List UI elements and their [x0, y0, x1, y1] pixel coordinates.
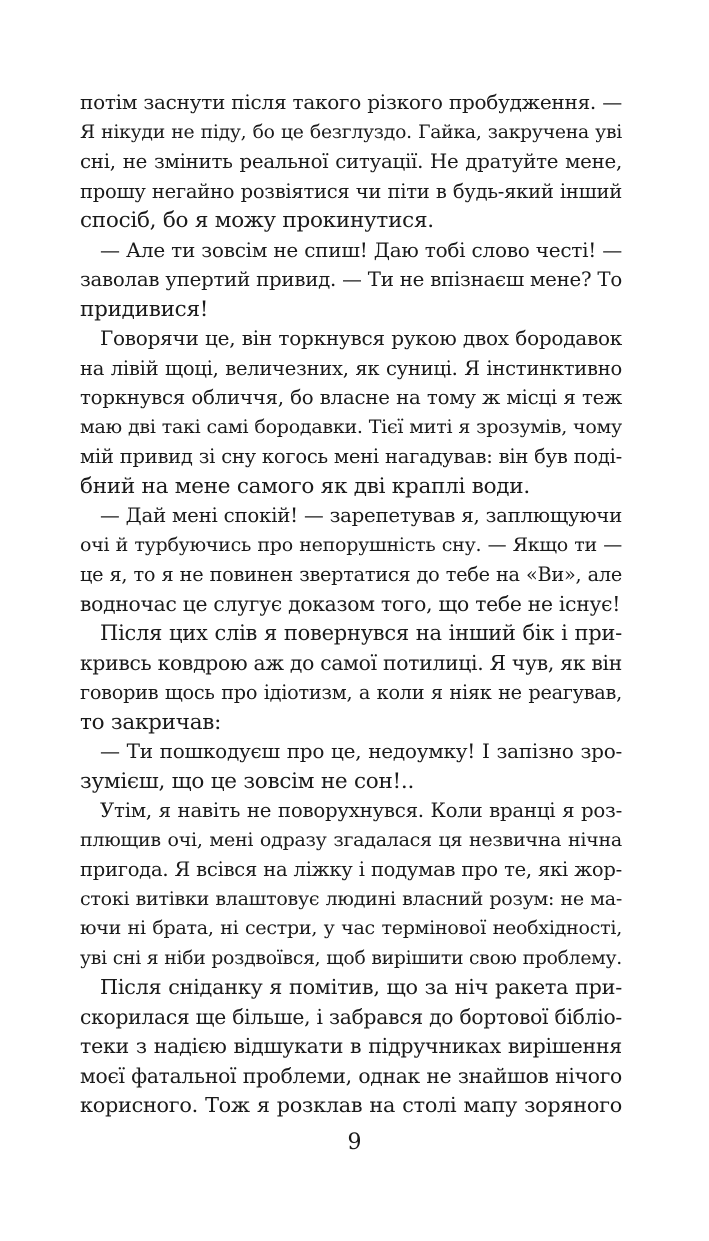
text-line: уві сні я ніби роздвоївся, щоб вирішити свою проблему. [80, 947, 622, 969]
text-line: Після сніданку я помітив, що за ніч ракета при- [100, 975, 622, 999]
text-line: Говорячи це, він торкнувся рукою двох бородавок [100, 326, 622, 350]
text-line: прошу негайно розвіятися чи піти в будь-який інший [80, 179, 622, 203]
text-line: придивися! [80, 296, 209, 322]
text-line: моєї фатальної проблеми, однак не знайшов нічого [80, 1063, 622, 1088]
text-line: торкнувся обличчя, бо власне на тому ж місці я теж [80, 386, 622, 409]
text-line: теки з надією відшукати в підручниках вирішення [80, 1034, 622, 1058]
page-body-text [80, 88, 622, 1121]
text-line: Утім, я навіть не поворухнувся. Коли вранці я роз- [100, 799, 622, 822]
text-line: кривсь ковдрою аж до самої потилиці. Я чув, як він [80, 650, 622, 675]
text-line: корисного. Тож я розклав на столі мапу зоряного [80, 1093, 622, 1117]
page-number: 9 [347, 1130, 362, 1155]
text-line: плющив очі, мені одразу згадалася ця незвична нічна [80, 828, 622, 851]
text-line: бний на мене самого як дві краплі води. [80, 473, 530, 499]
text-line: Після цих слів я повернувся на інший бік і при- [100, 621, 622, 645]
text-line: скорилася ще більше, і забрався до бортової бібліо- [80, 1004, 622, 1029]
text-line: це я, то я не повинен звертатися до тебе на «Ви», але [80, 563, 622, 586]
text-line: Я нікуди не піду, бо це безглуздо. Гайка, закручена уві [80, 121, 622, 143]
text-line: спосіб, бо я можу прокинутися. [80, 208, 434, 233]
text-line: ючи ні брата, ні сестри, у час термінової необхідності, [80, 917, 622, 939]
text-line: мій привид зі сну когось мені нагадував: він був поді- [80, 445, 622, 468]
text-line: на лівій щоці, величезних, як суниці. Я інстинктивно [80, 356, 622, 380]
text-line: водночас це слугує доказом того, що тебе не існує! [80, 591, 621, 616]
text-line: — Дай мені спокій! — зарепетував я, заплющуючи [100, 504, 622, 527]
text-line: зумієш, що це зовсім не сон!.. [80, 768, 415, 794]
text-line: заволав упертий привид. — Ти не впізнаєш мене? То [80, 268, 622, 291]
text-line: говорив щось про ідіотизм, а коли я ніяк не реагував, [80, 681, 622, 704]
text-line: — Ти пошкодуєш про це, недоумку! І запізно зро- [100, 739, 622, 763]
text-line: очі й турбуючись про непорушність сну. — Якщо ти — [80, 533, 622, 556]
text-line: то закричав: [80, 709, 222, 735]
text-line: маю дві такі самі бородавки. Тієї миті я зрозумів, чому [80, 415, 622, 438]
text-line: пригода. Я всівся на ліжку і подумав про те, які жор- [80, 858, 622, 881]
text-line: потім заснути після такого різкого пробудження. — [80, 90, 622, 114]
text-line: — Але ти зовсім не спиш! Даю тобі слово честі! — [100, 237, 622, 262]
text-line: стокі витівки влаштовує людині власний розум: не ма- [80, 887, 622, 910]
text-line: сні, не змінить реальної ситуації. Не дратуйте мене, [80, 150, 622, 173]
